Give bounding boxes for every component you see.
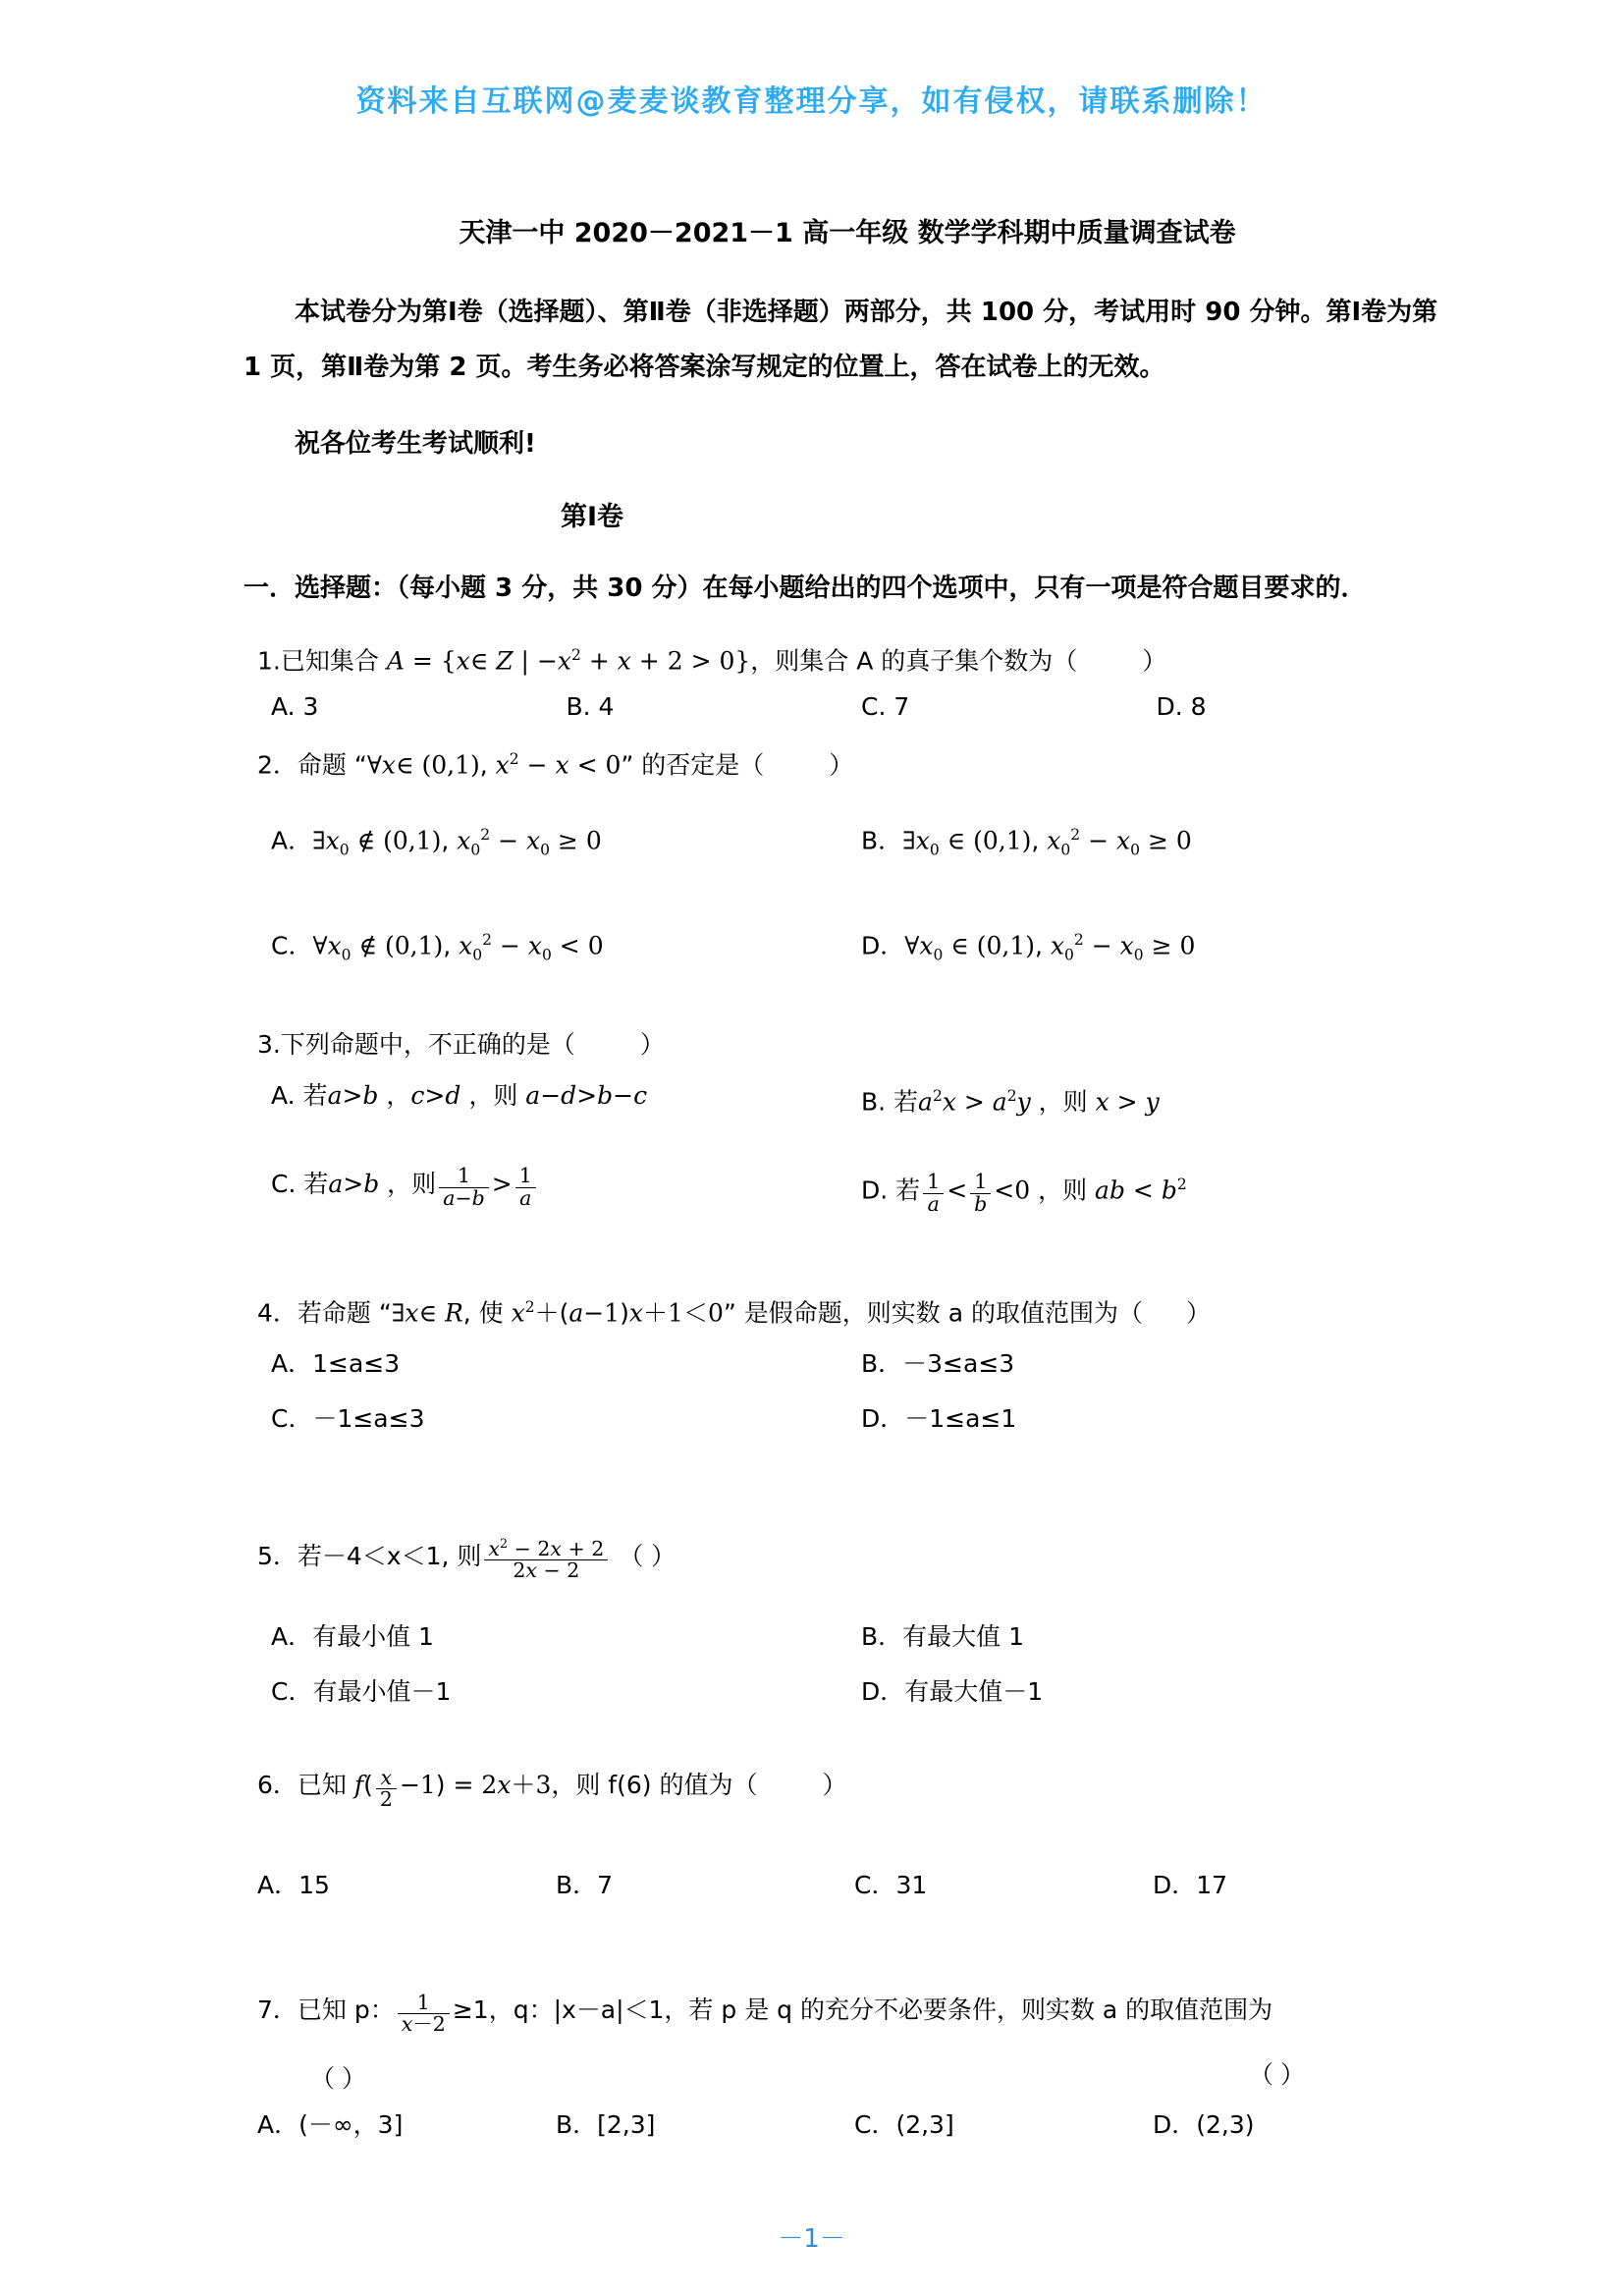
question-6-stem: 6．已知 f( $\frac{x}{2}$ −1) = 2x＋3，则 f(6) 的值为（ ）	[257, 1765, 847, 1812]
q3-text: 3.下列命题中，不正确的是（	[257, 1030, 575, 1060]
option-d[interactable]: D．(2,3)	[1153, 2110, 1255, 2140]
spacer	[243, 1914, 1451, 1965]
question-1	[243, 631, 1451, 730]
question-3-stem	[257, 1021, 1451, 1068]
option-b[interactable]: B．[2,3]	[556, 2110, 656, 2140]
option-c[interactable]: C. 7	[861, 692, 910, 722]
q4-text-prefix: 4．若命题 “	[257, 1298, 392, 1328]
question-6-options	[257, 1863, 1451, 1908]
option-c[interactable]: C．－1≤a≤3	[271, 1404, 425, 1434]
option-b-label: B. 若	[861, 1087, 919, 1117]
q1-text-suffix: ，则集合 A 的真子集个数为（	[750, 646, 1078, 676]
question-3	[243, 1021, 1451, 1244]
option-a[interactable]: A．15	[257, 1871, 330, 1900]
question-7	[243, 1965, 1451, 2148]
option-c[interactable]: C. 若a>b ，则 $\frac{1}{a-b}$ > $\frac{1}{a}$	[271, 1130, 861, 1244]
question-4-options	[257, 1337, 1451, 1447]
q5-text-close: （ ）	[619, 1542, 676, 1571]
q7-text-b: ≥1，q：|x－a|＜1，若 p 是 q 的充分不必要条件，则实数 a 的取值范围为	[452, 1995, 1273, 2025]
question-2-stem: 2．命题 “∀x∈ (0,1), $x^2 - x < 0$” 的否定是（ ）	[257, 750, 854, 780]
q2-text-suffix: ” 的否定是（	[621, 750, 765, 780]
question-4	[243, 1284, 1451, 1447]
q1-text-prefix: 1.已知集合	[257, 646, 387, 676]
spacer	[243, 1006, 1451, 1021]
document-content	[243, 211, 1451, 2154]
part-one-heading: 第Ⅰ卷	[560, 502, 624, 532]
q2-text-prefix: 2．命题 “	[257, 750, 367, 780]
option-d[interactable]: D．17	[1153, 1871, 1228, 1900]
q4-text-suffix: ” 是假命题，则实数 a 的取值范围为（	[723, 1298, 1143, 1328]
question-2	[243, 736, 1451, 1000]
q6-text-prefix: 6．已知	[257, 1771, 354, 1800]
question-7-options	[257, 2103, 1451, 2148]
page-number: －1－	[778, 2224, 845, 2254]
option-c[interactable]: C．$\forall x_0$ ∉ (0,1), $x_0^2 - x_0 < 0$	[271, 930, 604, 964]
question-4-stem: 4．若命题 “∃x∈ R, 使 $x^2+(a-1)x+1<0$” 是假命题，则实数 a 的取值范围为（ ）	[257, 1297, 1212, 1328]
question-1-options	[257, 684, 1451, 730]
multiple-choice-section-heading: 一．选择题：（每小题 3 分，共 30 分）在每小题给出的四个选项中，只有一项是符合题目要求的．	[243, 574, 1367, 603]
q6-text-mid: ，则 f(6) 的值为（	[551, 1771, 758, 1800]
question-3-options	[257, 1068, 1451, 1244]
question-7-stem: 7．已知 p： $\frac{1}{x-2}$ ≥1，q：|x－a|＜1，若 p 是 q 的充分不必要条件，则实数 a 的取值范围为	[257, 1990, 1273, 2037]
option-b-label: B．	[861, 825, 903, 854]
option-c[interactable]: C．有最小值－1	[271, 1677, 452, 1707]
option-a[interactable]: A. 若a>b ，c>d ，则 a−d>b−c	[271, 1081, 648, 1111]
spacer	[243, 1725, 1451, 1741]
option-d[interactable]: D．$\forall x_0$ ∈ (0,1), $x_0^2 - x_0 \ge 0$	[861, 930, 1196, 964]
q6-text-close: ）	[822, 1771, 847, 1800]
q7-paren-right-row	[257, 2055, 1451, 2103]
option-b[interactable]: B. 4	[566, 692, 615, 722]
option-a[interactable]: A. 3	[271, 692, 319, 722]
option-b[interactable]: B．有最大值 1	[861, 1622, 1025, 1652]
q2-text-close: ）	[829, 750, 854, 780]
option-c[interactable]: C．(2,3]	[854, 2110, 954, 2140]
option-d[interactable]: D. 若 $\frac{1}{a}$ < $\frac{1}{b}$ <0 ，则 ab < $b^2$	[861, 1170, 1187, 1216]
option-d[interactable]: D．有最大值－1	[861, 1677, 1044, 1707]
option-a[interactable]: A．(－∞，3]	[257, 2110, 404, 2140]
option-c-label: C．	[271, 931, 313, 960]
spacer	[243, 1250, 1451, 1284]
q1-text-close: ）	[1142, 646, 1167, 676]
option-a-label: A．	[271, 825, 313, 854]
option-c[interactable]: C．31	[854, 1871, 928, 1900]
option-b[interactable]: B．－3≤a≤3	[861, 1349, 1015, 1379]
q7-paren-left: （ ）	[310, 2065, 366, 2094]
option-b[interactable]: B. 若$a^2x > a^2y$ ，则 x > y	[861, 1087, 1160, 1117]
option-d-label: D. 若	[861, 1175, 921, 1204]
spacer	[243, 1452, 1451, 1503]
q5-text-prefix: 5．若－4＜x＜1, 则	[257, 1542, 482, 1571]
question-5-options	[257, 1610, 1451, 1720]
q4-text-close: ）	[1186, 1298, 1212, 1328]
exam-instructions: 本试卷分为第Ⅰ卷（选择题）、第Ⅱ卷（非选择题）两部分，共 100 分，考试用时 90 分钟。第Ⅰ卷为第 1 页，第Ⅱ卷为第 2 页。考生务必将答案涂写规定的位置上，答在试卷上的无效。	[243, 298, 1438, 382]
watermark-notice: 资料来自互联网@麦麦谈教育整理分享，如有侵权，请联系删除！	[355, 84, 1268, 119]
question-2-options	[257, 790, 1451, 1001]
q7-text-a: 7．已知 p：	[257, 1995, 395, 2025]
option-c-label: C. 若	[271, 1169, 329, 1198]
option-b[interactable]: B．7	[556, 1871, 614, 1900]
page-title: 天津一中 2020－2021－1 高一年级 数学学科期中质量调查试卷	[459, 218, 1236, 248]
question-1-stem: 1.已知集合 A = {x∈ Z | $-x^2 + x + 2 > 0$}，则集合 A 的真子集个数为（ ）	[257, 646, 1167, 676]
option-a-label: A. 若	[271, 1081, 328, 1111]
q7-paren-right: （ ）	[1249, 2061, 1305, 2090]
good-luck-note: 祝各位考生考试顺利!	[295, 429, 536, 459]
option-d-label: D．	[861, 931, 905, 960]
question-5	[243, 1503, 1451, 1720]
question-6	[243, 1741, 1451, 1908]
option-d[interactable]: D. 8	[1156, 692, 1207, 722]
option-a[interactable]: A．有最小值 1	[271, 1622, 434, 1652]
option-b[interactable]: B．$\exists x_0$ ∈ (0,1), $x_0^2 - x_0 \ge 0$	[861, 825, 1192, 858]
option-a[interactable]: A．$\exists x_0$ ∉ (0,1), $x_0^2 - x_0 \ge 0$	[271, 825, 602, 858]
spacer	[257, 1830, 1451, 1863]
question-5-stem: 5．若－4＜x＜1, 则 $\frac{x^2 - 2x + 2}{2x - 2}$ （ ）	[257, 1535, 676, 1583]
option-a[interactable]: A．1≤a≤3	[271, 1349, 401, 1379]
q3-text-close: ）	[639, 1030, 665, 1060]
option-d[interactable]: D．－1≤a≤1	[861, 1404, 1017, 1434]
